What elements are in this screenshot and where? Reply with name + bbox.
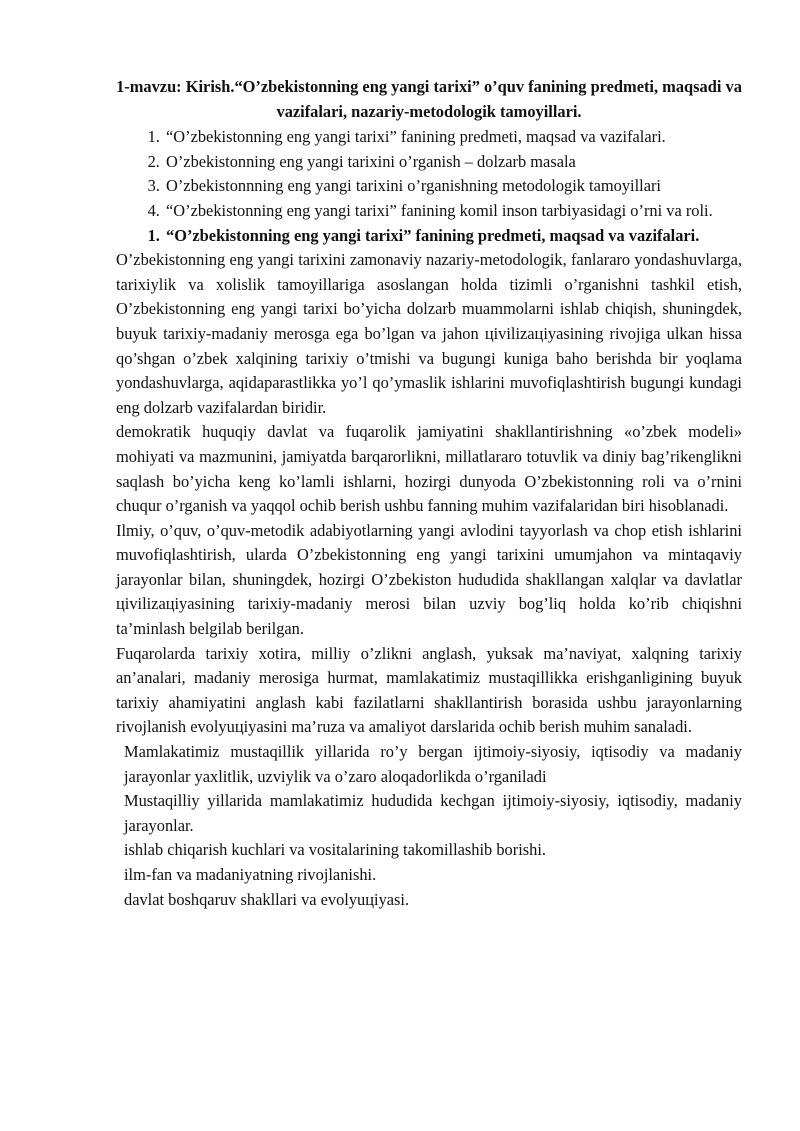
section-list	[116, 224, 742, 249]
paragraph: demokratik huquqiy davlat va fuqarolik jamiyatini shakllantirishning «o’zbek modeli» mohiyati va mazmunini, jamiyatda barqarorlikni, millatlararo totuvlik va diniy bag’rikenglikni saqlash bo’yicha keng ko’lamli ishlarni, hozirgi dunyoda O’zbekistonning roli va o’rnini chuqur o’rganish va yaqqol ochib berish ushbu fanning muhim vazifalaridan biri hisoblanadi.	[116, 422, 742, 516]
subitem: ishlab chiqarish kuchlari va vositalarining takomillashib borishi.	[124, 840, 546, 860]
subitem: Mustaqilliy yillarida mamlakatimiz hududida kechgan ijtimoiy-siyosiy, iqtisodiy, madaniy jarayonlar.	[124, 791, 742, 835]
section-heading: 1. “O’zbekistonning eng yangi tarixi” fanining predmeti, maqsad va vazifalari.	[164, 224, 742, 249]
document-title: 1-mavzu: Kirish.“O’zbekistonning eng yangi tarixi” o’quv fanining predmeti, maqsadi va vazifalari, nazariy-metodologik tamoyillari.	[116, 77, 742, 121]
subitem: davlat boshqaruv shakllari va evolyuцiyasi.	[124, 889, 410, 909]
paragraph: Ilmiy, o’quv, o’quv-metodik adabiyotlarning yangi avlodini tayyorlash va chop etish ishlarini muvofiqlashtirish, ularda O’zbekistonning eng yangi tarixini umumjahon va mintaqaviy jarayonlar bilan, shuningdek, hozirgi O’zbekiston hududida shakllangan xalqlar va davlatlar цivilizaцiyasining tarixiy-madaniy merosi bilan uzviy bog’liq holda ko’rib chiqishni ta’minlash belgilab berilgan.	[116, 520, 742, 639]
topic-item: 3. O’zbekistonnning eng yangi tarixini o’rganishning metodologik tamoyillari	[164, 174, 742, 199]
paragraph: Fuqarolarda tarixiy xotira, milliy o’zlikni anglash, yuksak ma’naviyat, xalqning tarixiy an’analari, madaniy merosiga hurmat, mamlakatimiz mustaqillikka erishganligining buyuk tarixiy ahamiyatini anglash kabi fazilatlarni shakllantirish borasida ushbu jarayonlarning rivojlanish evolyuцiyasini ma’ruza va amaliyot darslarida ochib berish muhim sanaladi.	[116, 643, 742, 737]
topic-item: 2. O’zbekistonning eng yangi tarixini o’rganish – dolzarb masala	[164, 150, 742, 175]
topic-item: 4. “O’zbekistonning eng yangi tarixi” fanining komil inson tarbiyasidagi o’rni va roli.	[164, 199, 742, 224]
topic-item: 1. “O’zbekistonning eng yangi tarixi” fanining predmeti, maqsad va vazifalari.	[164, 125, 742, 150]
topics-list	[116, 125, 742, 223]
subitem: ilm-fan va madaniyatning rivojlanishi.	[124, 865, 377, 884]
paragraph: O’zbekistonning eng yangi tarixini zamonaviy nazariy-metodologik, fanlararo yondashuvlarga, tarixiylik va xolislik tamoyillariga asoslangan holda tizimli o’rganishni tashkil etish, O’zbekistonning eng yangi tarixi bo’yicha dolzarb muammolarni ishlab chiqish, shuningdek, buyuk tarixiy-madaniy merosga ega bo’lgan va jahon цivilizaцiyasining rivojiga ulkan hissa qo’shgan o’zbek xalqining tarixiy o’tmishi va bugungi kuniga baho berishda bir yoqlama yondashuvlarga, aqidaparastlikka yo’l qo’ymaslik ishlarini muvofiqlashtirish bugungi kundagi eng dolzarb vazifalardan biridir.	[116, 250, 742, 417]
subitem: Mamlakatimiz mustaqillik yillarida ro’y bergan ijtimoiy-siyosiy, iqtisodiy va madaniy jarayonlar yaxlitlik, uzviylik va o’zaro aloqadorlikda o’rganiladi	[124, 742, 742, 786]
subitems-list	[116, 740, 742, 912]
